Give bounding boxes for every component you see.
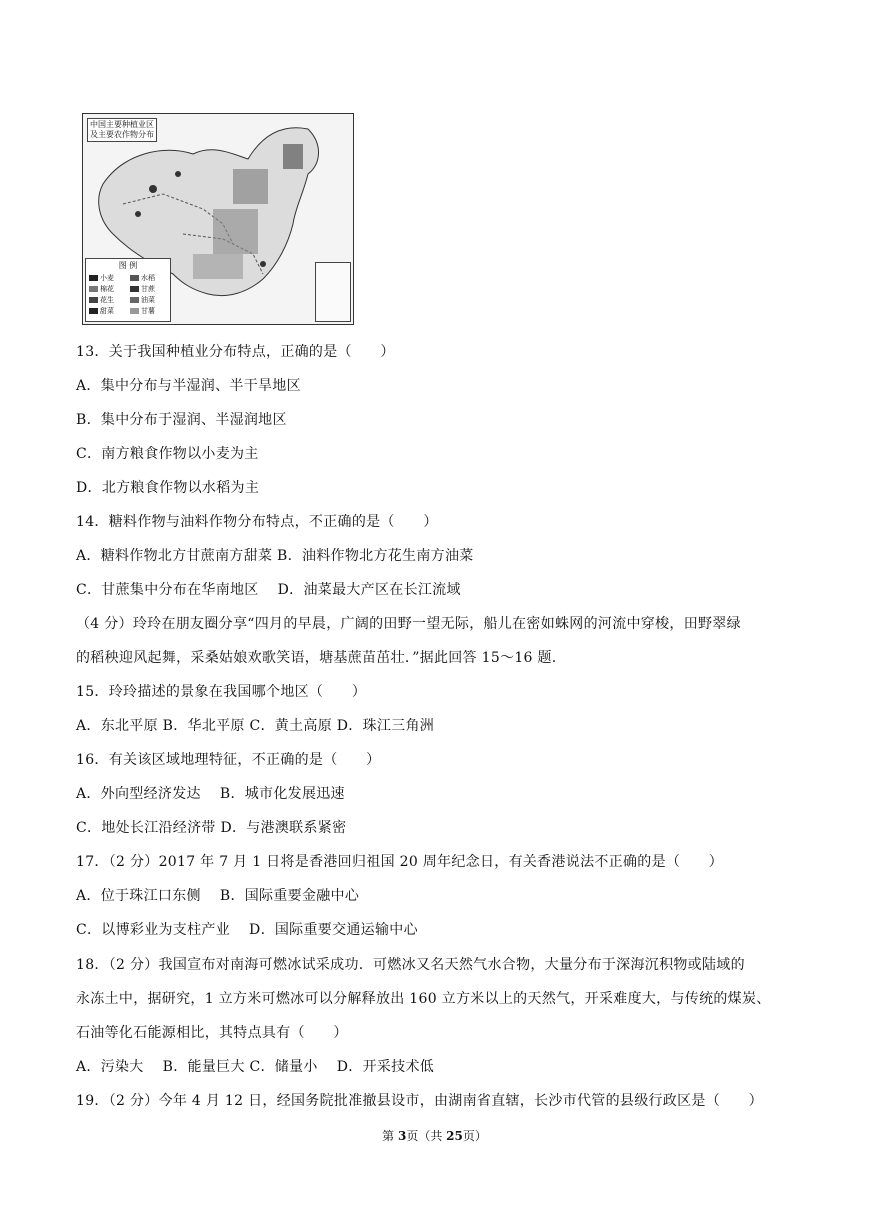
legend-swatch-icon bbox=[89, 297, 98, 303]
options-17ab: A．位于珠江口东侧 B．国际重要金融中心 bbox=[76, 888, 360, 904]
legend-swatch-icon bbox=[130, 286, 139, 292]
options-14cd: C．甘蔗集中分布在华南地区 D．油菜最大产区在长江流域 bbox=[76, 582, 461, 598]
legend-item: 甜菜 bbox=[89, 306, 126, 316]
legend-item: 油菜 bbox=[130, 295, 167, 305]
question-19: 19．（2 分）今年 4 月 12 日，经国务院批准撤县设市，由湖南省直辖，长沙市代管的县级行政区是（ ） bbox=[76, 1093, 763, 1109]
options-15: A．东北平原 B．华北平原 C．黄土高原 D．珠江三角洲 bbox=[76, 718, 435, 734]
legend-swatch-icon bbox=[89, 308, 98, 314]
options-18: A．污染大 B．能量巨大 C．储量小 D．开采技术低 bbox=[76, 1059, 435, 1075]
legend-swatch-icon bbox=[89, 286, 98, 292]
question-16: 16．有关该区域地理特征，不正确的是（ ） bbox=[76, 752, 381, 768]
question-13: 13．关于我国种植业分布特点，正确的是（ ） bbox=[76, 344, 395, 360]
question-18-line-2: 永冻土中，据研究，1 立方米可燃冰可以分解释放出 160 立方米以上的天然气，开采难度大，与传统的煤炭、 bbox=[76, 991, 771, 1007]
legend-item: 小麦 bbox=[89, 273, 126, 283]
legend-swatch-icon bbox=[130, 297, 139, 303]
legend-item: 水稻 bbox=[130, 273, 167, 283]
legend-item: 花生 bbox=[89, 295, 126, 305]
map-title-line-2: 及主要农作物分布 bbox=[90, 130, 154, 139]
question-18-line-1: 18．（2 分）我国宣布对南海可燃冰试采成功．可燃冰又名天然气水合物，大量分布于深海沉积物或陆域的 bbox=[76, 957, 745, 973]
option-13a: A．集中分布与半湿润、半干旱地区 bbox=[76, 378, 301, 394]
south-china-sea-inset bbox=[315, 262, 351, 322]
legend-swatch-icon bbox=[89, 275, 98, 281]
legend-swatch-icon bbox=[130, 308, 139, 314]
question-15: 15．玲玲描述的景象在我国哪个地区（ ） bbox=[76, 684, 367, 700]
option-13b: B．集中分布于湿润、半湿润地区 bbox=[76, 412, 287, 428]
legend-title: 图 例 bbox=[118, 261, 138, 270]
legend-item: 棉花 bbox=[89, 284, 126, 294]
option-13d: D．北方粮食作物以水稻为主 bbox=[76, 480, 260, 496]
question-17: 17．（2 分）2017 年 7 月 1 日将是香港回归祖国 20 周年纪念日，有关香港说法不正确的是（ ） bbox=[76, 854, 724, 870]
reading-intro-line-1: （4 分）玲玲在朋友圈分享“四月的早晨，广阔的田野一望无际，船儿在密如蛛网的河流中穿梭，田野翠绿 bbox=[76, 616, 741, 632]
current-page-number: 3 bbox=[397, 1129, 407, 1143]
legend-swatch-icon bbox=[130, 275, 139, 281]
question-14: 14．糖料作物与油料作物分布特点，不正确的是（ ） bbox=[76, 514, 438, 530]
map-legend bbox=[85, 258, 171, 322]
options-14ab: A．糖料作物北方甘蔗南方甜菜 B．油料作物北方花生南方油菜 bbox=[76, 548, 474, 564]
legend-item: 甘薯 bbox=[130, 306, 167, 316]
total-page-number: 25 bbox=[446, 1129, 463, 1143]
option-13c: C．南方粮食作物以小麦为主 bbox=[76, 446, 259, 462]
reading-intro-line-2: 的稻秧迎风起舞，采桑姑娘欢歌笑语，塘基蔗苗茁壮．”据此回答 15～16 题. bbox=[76, 650, 557, 666]
question-18-line-3: 石油等化石能源相比，其特点具有（ ） bbox=[76, 1025, 348, 1041]
options-16ab: A．外向型经济发达 B．城市化发展迅速 bbox=[76, 786, 345, 802]
options-16cd: C．地处长江沿经济带 D．与港澳联系紧密 bbox=[76, 820, 347, 836]
map-title-line-1: 中国主要种植业区 bbox=[90, 120, 154, 129]
page-footer: 第 3页（共 25页） bbox=[382, 1129, 487, 1143]
options-17cd: C．以博彩业为支柱产业 D．国际重要交通运输中心 bbox=[76, 922, 418, 938]
legend-item: 甘蔗 bbox=[130, 284, 167, 294]
map-title bbox=[87, 118, 157, 142]
crop-distribution-map bbox=[82, 113, 354, 325]
